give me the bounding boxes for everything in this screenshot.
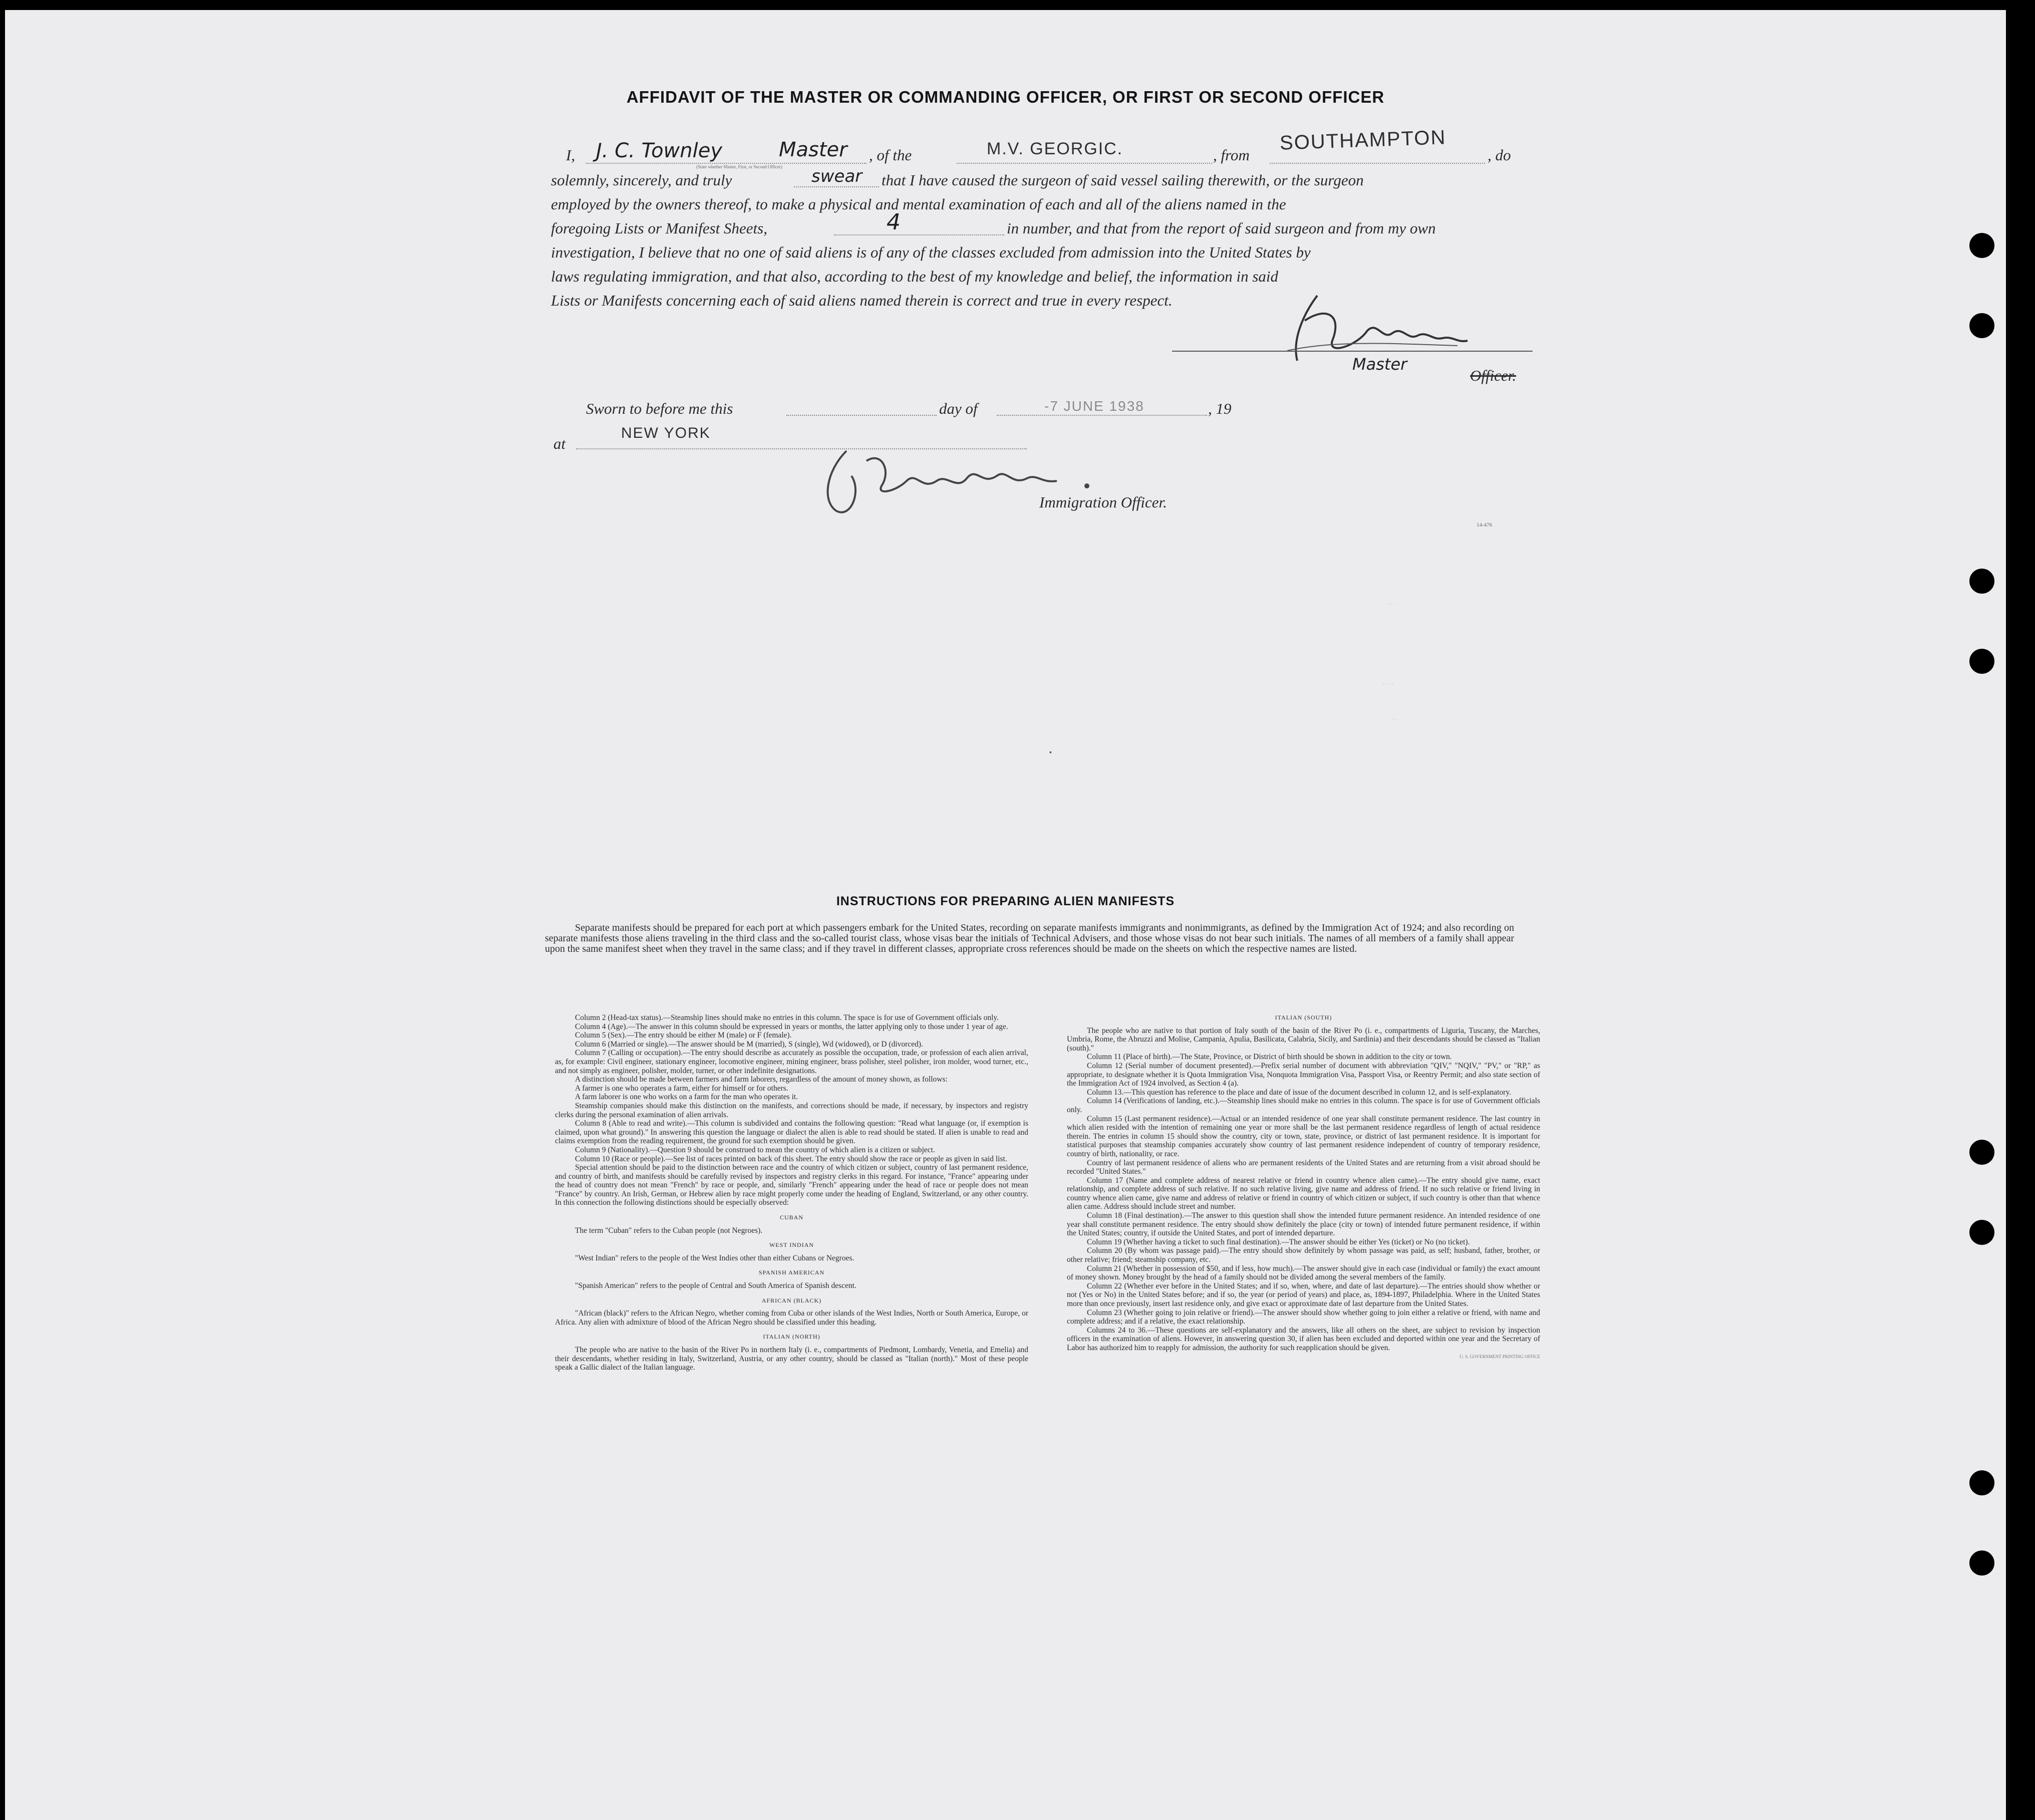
instructions-intro: Separate manifests should be prepared for each port at which passengers embark for the United States, recording on separate manifests immigrants and nonimmigrants, as defined by the Immigration Act of 1924; and also recording on separate manifests those aliens traveling in the third class and the so-called tourist class, whose visas bear the initials of Technical Advisers, and those whose visas do not bear such initials. The names of all members of a family shall appear upon the same manifest sheet when they travel in the same class; and if they travel in different classes, appropriate cross references should be made on the sheets on which the respective names are listed. (545, 922, 1514, 954)
instruction-paragraph: The people who are native to the basin of the River Po in northern Italy (i. e., compartments of Piedmont, Lombardy, Venetia, and Emelia) and their descendants, whether residing in Italy, Switzerland, Austria, or any other country, should be classed as "Italian (north)." Most of these people speak a Gallic dialect of the Italian language. (555, 1346, 1028, 1372)
instruction-paragraph: Column 13.—This question has reference to the place and date of issue of the document described in column 12, and is self-explanatory. (1087, 1088, 1511, 1097)
form-number: 14-476 (1477, 522, 1493, 528)
punch-hole (1969, 1140, 1994, 1165)
oath-word: swear (811, 166, 862, 186)
affidavit-line-6: laws regulating immigration, and that also, according to the best of my knowledge and belief, the information in said (551, 268, 1279, 285)
master-name: J. C. Townley (596, 139, 723, 162)
instruction-paragraph: Column 18 (Final destination).—The answer to this question shall show the intended future permanent residence. An intended residence of one year shall constitute permanent residence. The entry should show definitely the place (city or town) of intended future permanent residence, if within the United States; country, if outside the United States, and port of intended departure. (1067, 1211, 1540, 1238)
affidavit-line-4b: in number, and that from the report of said surgeon and from my own (1007, 219, 1436, 237)
affidavit-title: AFFIDAVIT OF THE MASTER OR COMMANDING OFFICER, OR FIRST OR SECOND OFFICER (626, 88, 1385, 106)
master-handwritten-title: Master (1352, 355, 1407, 374)
instruction-paragraph: "African (black)" refers to the African Negro, whether coming from Cuba or other islands of the West Indies, North or South America, Europe, or Africa. Any alien with admixture of blood of the African Negro should be classified under this heading. (555, 1309, 1028, 1327)
instruction-paragraph: The people who are native to that portion of Italy south of the basin of the River Po (i. e., compartments of Liguria, Tuscany, the Marches, Umbria, Rome, the Abruzzi and Molise, Campania, Apulia, Basilicata, Calabria, Sicily, and Sardinia) and their descendants should be classed as "Italian (south)." (1067, 1026, 1540, 1053)
affidavit-of-the: , of the (869, 146, 912, 164)
instruction-paragraph: Column 15 (Last permanent residence).—Actual or an intended residence of one year shall constitute permanent residence. The last country in which alien resided with the intention of remaining one year or more shall be the last permanent residence regardless of length of actual residence therein. The entries in column 15 should show the country, city or town, state, province, or district of last permanent residence. It is important for statistical purposes that steamship companies accurately show country of last permanent residence independent of country of temporary residence, country of birth, nationality, or race. (1067, 1114, 1540, 1158)
affidavit-line-1 (566, 146, 575, 164)
sheets-count: 4 (887, 209, 901, 235)
instruction-paragraph: Special attention should be paid to the distinction between race and the country of which citizen or subject, country of last permanent residence, and country of birth, and manifests should be carefully revised by inspectors and registry clerks in this regard. For instance, "France" appearing under the head of country does not mean "French" by race or people, and, similarly "French" appearing under the head of race or people does not mean "France" by country. An Irish, German, or Hebrew alien by race might properly come under the heading of England, Switzerland, or any other country. In this connection the following distinctions should be especially observed: (555, 1163, 1028, 1207)
instruction-paragraph: Column 7 (Calling or occupation).—The entry should describe as accurately as possible the occupation, trade, or profession of each alien arrival, as, for example: Civil engineer, stationary engineer, locomotive engineer, mining engineer, brass polisher, steel polisher, iron molder, wood turner, etc., and not simply as engineer, polisher, molder, turner, or other indefinite designations. (555, 1049, 1028, 1075)
day-of-text: day of (939, 400, 978, 417)
punch-hole (1969, 1470, 1994, 1495)
instruction-paragraph: Columns 24 to 36.—These questions are self-explanatory and the answers, like all others on the sheet, are subject to revision by inspection officers in the examination of aliens. However, in answering question 30, if alien has been excluded and deported within one year and the Secretary of Labor has authorized him to reapply for admission, the authority for such reapplication should be given. (1067, 1326, 1540, 1352)
instruction-paragraph: Column 22 (Whether ever before in the United States; and if so, when, where, and date of last departure).—The entries should show whether or not (Yes or No) in the United States before; and if so, the year (or period of years) and place, as, 1894-1897, Philadelphia. Where in the United States more than once previously, insert last residence only, and give exact or approximate date of last departure from the United States. (1067, 1281, 1540, 1308)
punch-hole (1969, 1550, 1994, 1576)
section-heading: CUBAN (779, 1214, 803, 1221)
instruction-paragraph: Column 9 (Nationality).—Question 9 should be construed to mean the country of which alien is a citizen or subject. (575, 1145, 935, 1154)
instruction-paragraph: Column 2 (Head-tax status).—Steamship lines should make no entries in this column. The space is for use of Government officials only. (575, 1013, 999, 1022)
instruction-paragraph: A farmer is one who operates a farm, either for himself or for others. (575, 1084, 788, 1093)
affidavit-line-7: Lists or Manifests concerning each of said aliens named therein is correct and true in every respect. (551, 292, 1173, 309)
instruction-paragraph: Column 20 (By whom was passage paid).—The entry should show definitely by whom passage was paid, as self; husband, father, brother, or other relative; friend; steamship company, etc. (1067, 1246, 1540, 1264)
instruction-paragraph: Column 14 (Verifications of landing, etc.).—Steamship lines should make no entries in this column. The space is for use of Government officials only. (1067, 1097, 1540, 1114)
document-page: AFFIDAVIT OF THE MASTER OR COMMANDING OFFICER, OR FIRST OR SECOND OFFICER I, J. C. Townley Master (State whether Master, First, or Second Officer) , of the M.V. GEORGIC. , from SOUTHAMPTON , do solemnly, sincerely, and truly swear that I have caused the surgeon of said vessel sailing therewith, or the surgeon employed by the owners thereof, to make a physical and mental examination of each and all of the aliens named in the foregoing Lists or Manifest Sheets, 4 in number, and that from the report of said surgeon and from my own investigation, I believe that no one of said aliens is of any of the classes excluded from admission into the United States by laws regulating immigration, and that also, according to the best of my knowledge and belief, the information in said Lists or Manifests concerning each of said aliens named therein is correct and true in every respect. Master Officer. Sworn to before me this day of -7 JUNE 1938 , 19 at NEW YORK Immigration Officer. 14-476 · · · · · · · · · ▪ INSTRUCTIONS FOR PREPARING ALIEN MANIFESTS Separate manifests should be prepared for each port at which passengers embark for the United States, recording on separate manifests immigrants and nonimmigrants, as defined by the Immigration Act of 1924; and also recording on separate manifests those aliens traveling in the third class and the so-called tourist class, whose visas bear the initials of Technical Advisers, and those whose visas do not bear such initials. The names of all members of a family shall appear upon the same manifest sheet when they travel in the same class; and if they travel in different classes, appropriate cross references should be made on the sheets on which the respective names are listed. Column 2 (Head-tax status).—Steamship lines should make no entries in this column. The space is for use of Government officials only. Column 4 (Age).—The answer in this column should be expressed in years or months, the latter applying only to those under 1 year of age. Column 5 (Sex).—The entry should be either M (male) or F (female). Column 6 (Married or single).—The answer should be M (married), S (single), Wd (widowed), or D (divorced). Column 7 (Calling or occupation).—The entry should describe as accurately as possible the occupation, trade, or profession of each alien arrival, as, for example: Civil engineer, stationary engineer, locomotive engineer, mining engineer, brass polisher, steel polisher, iron molder, wood turner, etc., and not simply as engineer, polisher, molder, turner, or other indefinite designations. A distinction should be made between farmers and farm laborers, regardless of the amount of money shown, as follows: A farmer is one who operates a farm, either for himself or for others. A farm laborer is one who works on a farm for the man who operates it. Steamship companies should make this distinction on the manifests, and corrections should be made, if necessary, by inspectors and registry clerks during the personal examination of alien arrivals. Column 8 (Able to read and write).—This column is subdivided and contains the following question: "Read what language (or, if exemption is claimed, upon what ground)." In answering this question the language or dialect the alien is able to read should be stated. If alien is unable to read and claims exemption from the reading requirement, the ground for such exemption should be given. Column 9 (Nationality).—Question 9 should be construed to mean the country of which alien is a citizen or subject. Column 10 (Race or people).—See list of races printed on back of this sheet. The entry should show the race or people as given in said list. Special attention should be paid to the distinction between race and the country of which citizen or subject, country of last permanent residence, and country of birth, and manifests should be carefully revised by inspectors and registry clerks in this regard. For instance, "France" appearing under the head of country does not mean "French" by race or people, and, similarly "French" appearing under the head of race or people does not mean "France" by country. An Irish, German, or Hebrew alien by race might properly come under the heading of England, Switzerland, or any other country. In this connection the following distinctions should be especially observed: CUBAN The term "Cuban" refers to the Cuban people (not Negroes). WEST INDIAN "West Indian" refers to the people of the West Indies other than either Cubans or Negroes. SPANISH AMERICAN "Spanish American" refers to the people of Central and South America of Spanish descent. AFRICAN (BLACK) "African (black)" refers to the African Negro, whether coming from Cuba or other islands of the West Indies, North or South America, Europe, or Africa. Any alien with admixture of blood of the African Negro should be classified under this heading. ITALIAN (NORTH) The people who are native to the basin of the River Po in northern Italy (i. e., compartments of Piedmont, Lombardy, Venetia, and Emelia) and their descendants, whether residing in Italy, Switzerland, Austria, or any other country, should be classed as "Italian (north)." Most of these people speak a Gallic dialect of the Italian language. ITALIAN (SOUTH) The people who are native to that portion of Italy south of the basin of the River Po (i. e., compartments of Liguria, Tuscany, the Marches, Umbria, Rome, the Abruzzi and Molise, Campania, Apulia, Basilicata, Calabria, Sicily, and Sardinia) and their descendants should be classed as "Italian (south)." Column 11 (Place of birth).—The State, Province, or District of birth should be shown in addition to the city or town. Column 12 (Serial number of document presented).—Prefix serial number of document with abbreviation "QIV," "NQIV," "PV," or "RP," as appropriate, to designate whether it is Quota Immigration Visa, Nonquota Immigration Visa, Passport Visa, or Reentry Permit; and also state section of the Immigration Act of 1924 involved, as Section 4 (a). Column 13.—This question has reference to the place and date of issue of the document described in column 12, and is self-explanatory. Column 14 (Verifications of landing, etc.).—Steamship lines should make no entries in this column. The space is for use of Government officials only. Column 15 (Last permanent residence).—Actual or an intended residence of one year shall constitute permanent residence. The last country in which alien resided with the intention of remaining one year or more shall be the last permanent residence regardless of length of actual residence therein. The entries in column 15 should show the country, city or town, state, province, or district of last permanent residence. It is important for statistical purposes that steamship companies accurately show country of last permanent residence independent of country of temporary residence, country of birth, nationality, or race. Country of last permanent residence of aliens who are permanent residents of the United States and are returning from a visit abroad should be recorded "United States." Column 17 (Name and complete address of nearest relative or friend in country whence alien came).—The entry should give name, exact relationship, and complete address of such relative. If no such relative living, give name and address of friend. If no such relative or friend living in country whence alien came, give name and address of relative or friend in country of which citizen or subject, if such country is other than that whence alien came. Address should include street and number. Column 18 (Final destination).—The answer to this question shall show the intended future permanent residence. An intended residence of one year shall constitute permanent residence. The entry should show definitely the place (city or town) of intended future permanent residence, if within the United States; country, if outside the United States, and port of intended departure. Column 19 (Whether having a ticket to such final destination).—The answer should be either Yes (ticket) or No (no ticket). Column 20 (By whom was passage paid).—The entry should show definitely by whom passage was paid, as self; husband, father, brother, or other relative; friend; steamship company, etc. Column 21 (Whether in possession of $50, and if less, how much).—The answer should give in each case (individual or family) the exact amount of money shown. Money brought by the head of a family should not be divided among the several members of the family. Column 22 (Whether ever before in the United States; and if so, when, where, and date of last departure).—The entries should show whether or not (Yes or No) in the United States before; and if so, the year (or period of years) and place, as, 1894-1897, Philadelphia. Where in the United States more than once previously, insert last residence only, and give exact or approximate date of last departure from the United States. Column 23 (Whether going to join relative or friend).—The answer should show whether going to join either a relative or friend, with name and complete address; and if a relative, the exact relationship. Columns 24 to 36.—These questions are self-explanatory and the answers, like all others on the sheet, are subject to revision by inspection officers in the examination of aliens. However, in answering question 30, if alien has been excluded and deported within one year and the Secretary of Labor has authorized him to reapply for admission, the authority for such reapplication should be given. U. S. GOVERNMENT PRINTING OFFICE (5, 10, 2006, 1820)
instructions-left-column (555, 1013, 1028, 1372)
section-heading: ITALIAN (NORTH) (763, 1333, 820, 1341)
printer-imprint: U. S. GOVERNMENT PRINTING OFFICE (1460, 1354, 1540, 1359)
affidavit-line-2b: that I have caused the surgeon of said vessel sailing therewith, or the surgeon (882, 171, 1364, 189)
section-heading: WEST INDIAN (769, 1241, 814, 1249)
at-text: at (553, 435, 566, 452)
affidavit-from: , from (1213, 146, 1250, 164)
immigration-officer-label: Immigration Officer. (1039, 493, 1167, 511)
rank-note: (State whether Master, First, or Second Officer) (696, 164, 782, 169)
section-heading: SPANISH AMERICAN (758, 1269, 825, 1276)
instruction-paragraph: Column 21 (Whether in possession of $50, and if less, how much).—The answer should give in each case (individual or family) the exact amount of money shown. Money brought by the head of a family should not be divided among the several members of the family. (1067, 1264, 1540, 1282)
punch-hole (1969, 233, 1994, 258)
section-heading: AFRICAN (BLACK) (761, 1296, 822, 1304)
date-stamp: -7 JUNE 1938 (1044, 398, 1144, 414)
instruction-paragraph: Column 6 (Married or single).—The answer should be M (married), S (single), Wd (widowed), or D (divorced). (575, 1039, 923, 1049)
instruction-paragraph: Column 19 (Whether having a ticket to such final destination).—The answer should be either Yes (ticket) or No (no ticket). (1087, 1237, 1470, 1246)
punch-hole (1969, 1220, 1994, 1245)
affidavit-do: , do (1488, 146, 1511, 164)
affidavit-line-2a: solemnly, sincerely, and truly (551, 171, 732, 189)
instructions-title: INSTRUCTIONS FOR PREPARING ALIEN MANIFESTS (836, 894, 1175, 908)
instruction-paragraph: "Spanish American" refers to the people of Central and South America of Spanish descent. (575, 1281, 856, 1290)
instructions-right-column (1067, 1013, 1540, 1361)
instruction-paragraph: Country of last permanent residence of aliens who are permanent residents of the United States and are returning from a visit abroad should be recorded "United States." (1067, 1158, 1540, 1176)
instruction-paragraph: Steamship companies should make this distinction on the manifests, and corrections should be made, if necessary, by inspectors and registry clerks during the personal examination of alien arrivals. (555, 1101, 1028, 1119)
officer-label: Officer. (1470, 367, 1517, 384)
instruction-paragraph: A farm laborer is one who works on a farm for the man who operates it. (575, 1093, 798, 1102)
affidavit-line-5: investigation, I believe that no one of said aliens is of any of the classes excluded from admission into the United States by (551, 243, 1311, 261)
punch-hole (1969, 313, 1994, 338)
affidavit-i: I, (566, 146, 575, 164)
affidavit-line-3: employed by the owners thereof, to make a physical and mental examination of each and all of the aliens named in the (551, 195, 1286, 213)
affidavit-line-4a: foregoing Lists or Manifest Sheets, (551, 219, 767, 237)
year-prefix: , 19 (1208, 400, 1232, 417)
instruction-paragraph: A distinction should be made between farmers and farm laborers, regardless of the amount of money shown, as follows: (575, 1075, 948, 1084)
punch-hole (1969, 649, 1994, 674)
instruction-paragraph: Column 17 (Name and complete address of nearest relative or friend in country whence alien came).—The entry should give name, exact relationship, and complete address of such relative. If no such relative living, give name and address of friend. If no such relative or friend living in country whence alien came, give name and address of relative or friend in country of which citizen or subject, if such country is other than that whence alien came. Address should include street and number. (1067, 1176, 1540, 1211)
departure-port: SOUTHAMPTON (1279, 126, 1447, 154)
instruction-paragraph: Column 11 (Place of birth).—The State, Province, or District of birth should be shown in addition to the city or town. (1087, 1053, 1452, 1062)
vessel-name: M.V. GEORGIC. (987, 139, 1123, 158)
section-heading: ITALIAN (SOUTH) (1275, 1014, 1332, 1021)
instruction-paragraph: Column 8 (Able to read and write).—This column is subdivided and contains the following question: "Read what language (or, if exemption is claimed, upon what ground)." In answering this question the language or dialect the alien is able to read should be stated. If alien is unable to read and claims exemption from the reading requirement, the ground for such exemption should be given. (555, 1119, 1028, 1146)
instruction-paragraph: Column 10 (Race or people).—See list of races printed on back of this sheet. The entry should show the race or people as given in said list. (575, 1154, 1007, 1163)
punch-hole (1969, 569, 1994, 594)
sworn-text: Sworn to before me this (586, 400, 733, 417)
instruction-paragraph: Column 5 (Sex).—The entry should be either M (male) or F (female). (575, 1031, 792, 1040)
master-rank: Master (779, 138, 847, 161)
instruction-paragraph: "West Indian" refers to the people of the West Indies other than either Cubans or Negroes. (575, 1253, 854, 1262)
instruction-paragraph: Column 12 (Serial number of document presented).—Prefix serial number of document with abbreviation "QIV," "NQIV," "PV," or "RP," as appropriate, to designate whether it is Quota Immigration Visa, Nonquota Immigration Visa, Passport Visa, or Reentry Permit; and also state section of the Immigration Act of 1924 involved, as Section 4 (a). (1067, 1061, 1540, 1088)
instruction-paragraph: Column 23 (Whether going to join relative or friend).—The answer should show whether going to join either a relative or friend, with name and complete address; and if a relative, the exact relationship. (1067, 1308, 1540, 1326)
instruction-paragraph: Column 4 (Age).—The answer in this column should be expressed in years or months, the latter applying only to those under 1 year of age. (575, 1022, 1008, 1031)
sworn-place: NEW YORK (621, 425, 711, 441)
instruction-paragraph: The term "Cuban" refers to the Cuban people (not Negroes). (575, 1226, 763, 1235)
